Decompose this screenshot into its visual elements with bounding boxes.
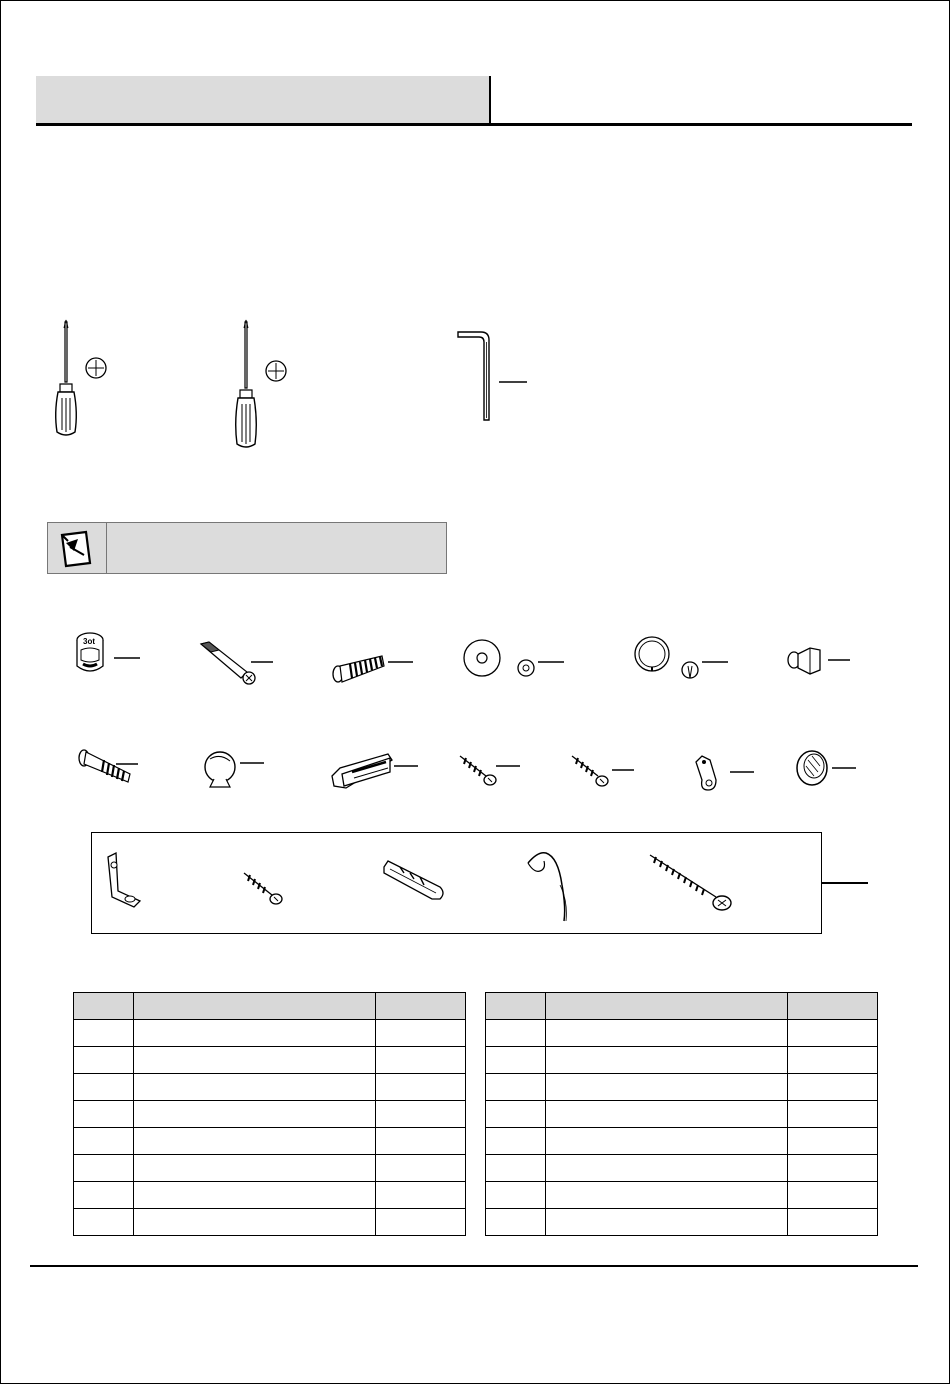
split-washer-icon <box>632 634 732 684</box>
table-row <box>486 1209 878 1236</box>
table-row <box>74 1020 466 1047</box>
knob-icon <box>200 745 268 789</box>
short-bolt-icon <box>76 748 140 788</box>
phillips-screwdriver-small-icon <box>50 318 120 440</box>
parts-table-left <box>73 992 466 1236</box>
table-row <box>74 1128 466 1155</box>
table-row <box>486 1128 878 1155</box>
wood-screw-small-icon <box>456 752 522 788</box>
door-bumper-icon <box>794 746 858 790</box>
parts-table-right <box>485 992 878 1236</box>
table-row <box>486 1155 878 1182</box>
cam-lock-icon <box>72 628 144 680</box>
anti-tip-screw-icon <box>240 869 292 907</box>
table-row <box>74 1074 466 1101</box>
table-row <box>74 1155 466 1182</box>
flat-head-bolt-icon <box>330 650 415 684</box>
table-row <box>74 1101 466 1128</box>
table-row <box>486 1182 878 1209</box>
washers-icon <box>462 636 567 684</box>
table-row <box>486 1047 878 1074</box>
wall-anchor-icon <box>380 859 450 903</box>
note-banner <box>47 522 447 574</box>
phillips-screwdriver-large-icon <box>230 318 300 452</box>
wood-screw-medium-icon <box>568 752 636 790</box>
l-bracket-icon <box>104 851 146 913</box>
col-description <box>546 993 788 1020</box>
footer-divider <box>30 1265 918 1267</box>
col-description <box>134 993 376 1020</box>
col-quantity <box>375 993 465 1020</box>
table-row <box>74 1182 466 1209</box>
section-header <box>36 76 491 124</box>
cam-bolt-icon <box>195 638 275 688</box>
shelf-pin-icon <box>784 640 854 680</box>
table-row <box>74 1047 466 1074</box>
table-row <box>74 1209 466 1236</box>
table-row <box>486 1074 878 1101</box>
long-wood-screw-icon <box>646 851 736 915</box>
magnetic-catch-icon <box>328 746 420 794</box>
note-icon-box <box>48 523 107 573</box>
kit-leader-line <box>822 882 868 884</box>
col-part <box>486 993 546 1020</box>
tie-strap-icon <box>524 849 574 923</box>
table-row <box>486 1101 878 1128</box>
header-divider <box>36 123 912 126</box>
table-row <box>486 1020 878 1047</box>
anti-tip-kit-box <box>91 832 822 934</box>
col-part <box>74 993 134 1020</box>
small-bracket-icon <box>690 752 758 796</box>
col-quantity <box>787 993 877 1020</box>
pushpin-note-icon <box>48 523 106 573</box>
hex-key-icon <box>455 328 535 424</box>
svg-text:3ot: 3ot <box>83 637 95 646</box>
